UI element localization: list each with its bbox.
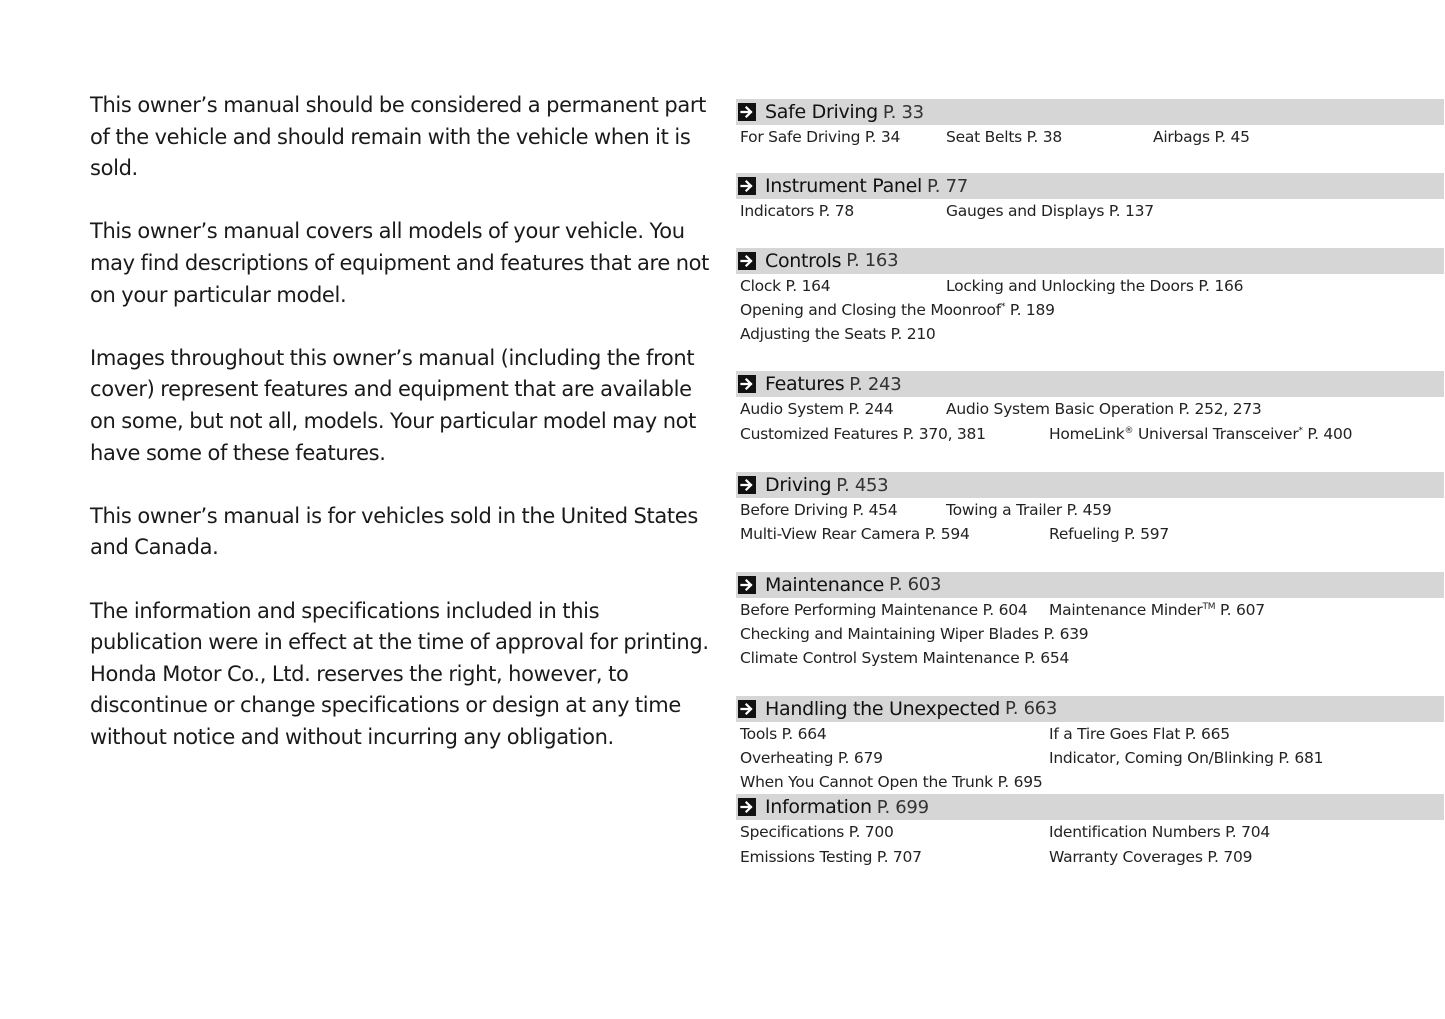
arrow-right-box-icon [738, 252, 756, 270]
toc-section-page: P. 699 [876, 796, 929, 818]
arrow-right-box-icon [738, 103, 756, 121]
toc-link[interactable]: For Safe Driving P. 34 [740, 128, 901, 146]
toc-row [736, 770, 1444, 794]
toc-section-title: Maintenance [765, 573, 885, 596]
toc-section-header[interactable] [736, 472, 1444, 498]
toc-section [736, 248, 1444, 347]
toc-link[interactable]: Locking and Unlocking the Doors P. 166 [946, 276, 1244, 295]
toc-row [736, 820, 1444, 844]
toc-section [736, 696, 1444, 795]
toc-row [736, 199, 1444, 223]
intro-paragraph-2: This owner’s manual covers all models of your vehicle. You may find descriptions of equipment and features that are not on your particular model. [90, 219, 710, 307]
toc-row [736, 397, 1444, 421]
toc-section-header[interactable] [736, 173, 1444, 199]
superscript-mark: ® [1124, 425, 1134, 436]
toc-link[interactable]: Towing a Trailer P. 459 [946, 501, 1112, 520]
toc-row [736, 722, 1444, 746]
toc-row [736, 746, 1444, 770]
table-of-contents [736, 99, 1444, 869]
toc-section-header[interactable] [736, 248, 1444, 274]
intro-text [90, 90, 715, 753]
toc-section-title: Information [765, 796, 872, 819]
intro-paragraph-3: Images throughout this owner’s manual (including the front cover) represent features and equipment that are available on some, but not all, models. Your particular model may not have some of these features. [90, 345, 697, 465]
toc-section-page: P. 77 [927, 175, 968, 197]
toc-section-title: Safe Driving [765, 101, 878, 123]
arrow-right-box-icon [738, 375, 756, 393]
toc-link[interactable]: Specifications P. 700 [740, 823, 894, 842]
toc-section [736, 572, 1444, 671]
toc-link[interactable]: Warranty Coverages P. 709 [1049, 847, 1253, 866]
toc-section [736, 99, 1444, 149]
toc-link[interactable]: Customized Features P. 370, 381 [740, 424, 986, 443]
toc-link[interactable]: Climate Control System Maintenance P. 654 [740, 649, 1070, 668]
toc-link[interactable]: Emissions Testing P. 707 [740, 847, 922, 866]
toc-link[interactable]: Indicator, Coming On/Blinking P. 681 [1049, 748, 1324, 767]
toc-link[interactable]: Overheating P. 679 [740, 748, 883, 767]
toc-row [736, 845, 1444, 869]
toc-link[interactable]: HomeLink® Universal Transceiver* P. 400 [1049, 424, 1353, 443]
toc-link[interactable]: Audio System P. 244 [740, 400, 894, 419]
toc-link[interactable]: Gauges and Displays P. 137 [946, 202, 1154, 221]
toc-section [736, 794, 1444, 869]
intro-paragraph-5: The information and specifications included in this publication were in effect at the time of approval for printing. Honda Motor Co., Ltd. reserves the right, however, to discontinue or change specifications or design at any time without notice and without incurring any obligation. [90, 598, 709, 749]
toc-link[interactable]: Multi-View Rear Camera P. 594 [740, 525, 970, 544]
toc-section-page: P. 603 [889, 574, 942, 596]
toc-section-title: Features [765, 373, 845, 396]
toc-section-page: P. 163 [846, 250, 899, 272]
toc-section-title: Instrument Panel [765, 175, 923, 198]
toc-row [736, 125, 1444, 149]
toc-section-page: P. 243 [849, 373, 902, 395]
toc-link[interactable]: If a Tire Goes Flat P. 665 [1049, 724, 1230, 743]
toc-section [736, 371, 1444, 446]
toc-link[interactable]: Audio System Basic Operation P. 252, 273 [946, 400, 1262, 419]
toc-section [736, 173, 1444, 223]
toc-section-header[interactable] [736, 371, 1444, 397]
toc-section [736, 472, 1444, 547]
toc-link[interactable]: Clock P. 164 [740, 276, 831, 295]
toc-link[interactable]: Adjusting the Seats P. 210 [740, 325, 936, 344]
toc-row [736, 498, 1444, 522]
arrow-right-box-icon [738, 576, 756, 594]
toc-section-title: Controls [765, 249, 842, 272]
toc-section-header[interactable] [736, 99, 1444, 125]
toc-link[interactable]: Refueling P. 597 [1049, 525, 1169, 544]
toc-link[interactable]: Before Driving P. 454 [740, 501, 898, 520]
toc-link[interactable]: Seat Belts P. 38 [946, 128, 1062, 146]
intro-paragraph-4: This owner’s manual is for vehicles sold in the United States and Canada. [90, 503, 698, 560]
toc-row [736, 422, 1444, 446]
toc-link[interactable]: Airbags P. 45 [1153, 128, 1250, 146]
toc-row [736, 598, 1444, 622]
toc-link[interactable]: Before Performing Maintenance P. 604 [740, 600, 1028, 619]
toc-row [736, 322, 1444, 346]
toc-section-page: P. 33 [882, 101, 924, 123]
superscript-mark: * [1298, 425, 1303, 436]
toc-section-header[interactable] [736, 794, 1444, 820]
toc-row [736, 274, 1444, 298]
arrow-right-box-icon [738, 476, 756, 494]
toc-link[interactable]: Identification Numbers P. 704 [1049, 823, 1270, 842]
toc-link[interactable]: Indicators P. 78 [740, 202, 855, 221]
toc-section-title: Driving [765, 474, 832, 497]
toc-row [736, 522, 1444, 546]
toc-section-page: P. 453 [836, 474, 889, 496]
toc-section-page: P. 663 [1005, 698, 1058, 720]
toc-link[interactable]: Tools P. 664 [740, 724, 827, 743]
arrow-right-box-icon [738, 798, 756, 816]
toc-section-header[interactable] [736, 572, 1444, 598]
toc-section-header[interactable] [736, 696, 1444, 722]
toc-link[interactable]: Maintenance Minder™ P. 607 [1049, 600, 1265, 619]
toc-row [736, 298, 1444, 322]
toc-link[interactable]: When You Cannot Open the Trunk P. 695 [740, 773, 1043, 792]
toc-link[interactable]: Checking and Maintaining Wiper Blades P. 639 [740, 624, 1089, 643]
arrow-right-box-icon [738, 177, 756, 195]
arrow-right-box-icon [738, 700, 756, 718]
superscript-mark: TM [1202, 601, 1216, 612]
intro-paragraph-1: This owner’s manual should be considered a permanent part of the vehicle and should remain with the vehicle when it is sold. [90, 93, 707, 181]
toc-row [736, 622, 1444, 646]
superscript-mark: * [1000, 301, 1006, 312]
toc-link[interactable]: Opening and Closing the Moonroof* P. 189 [740, 300, 1055, 319]
toc-section-title: Handling the Unexpected [765, 697, 1000, 720]
toc-row [736, 646, 1444, 670]
